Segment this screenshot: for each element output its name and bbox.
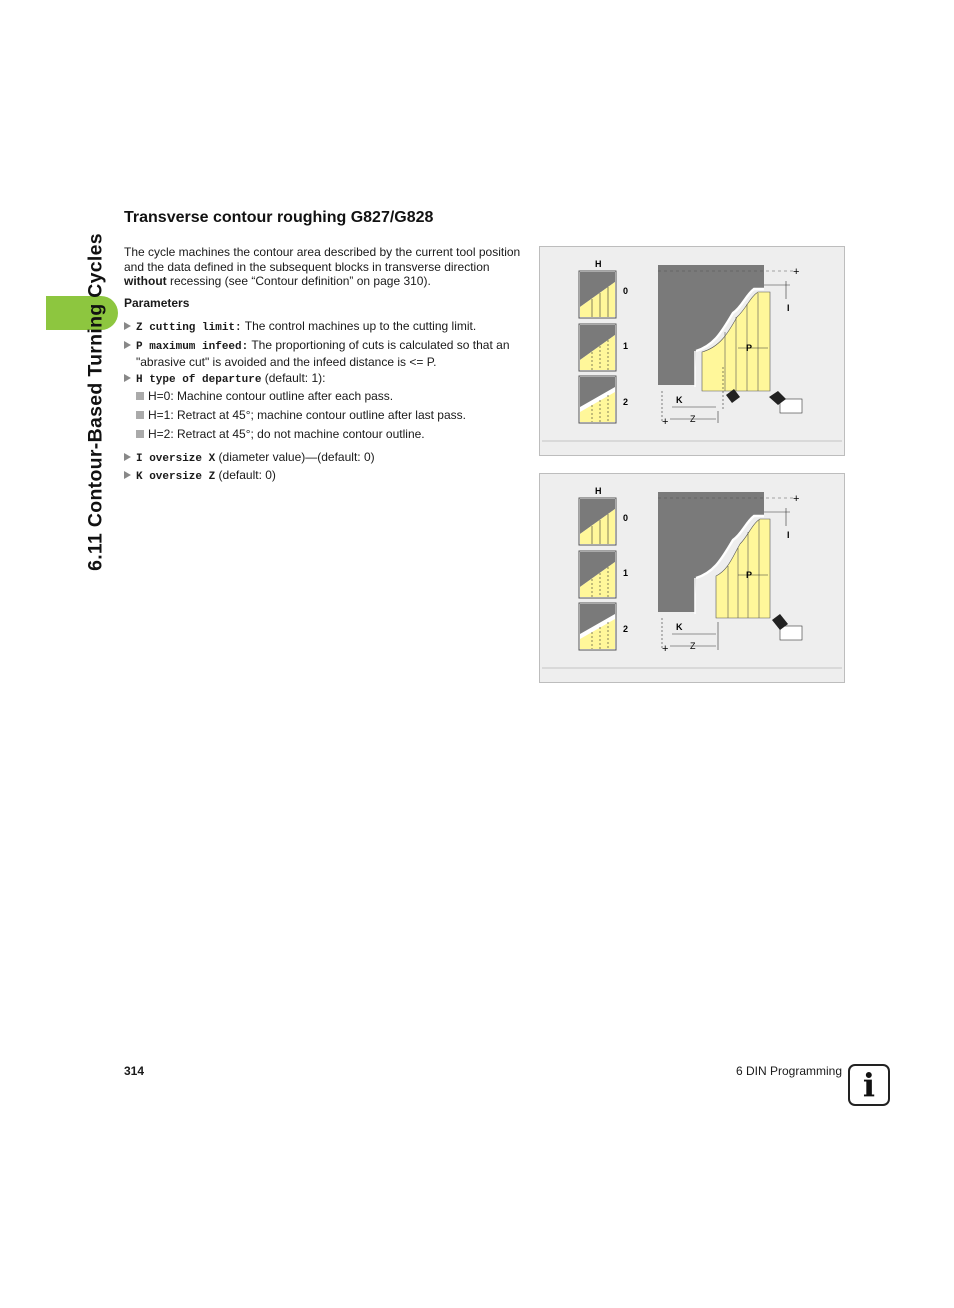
h-option-2: H=2: Retract at 45°; do not machine contour outline. [136,427,425,441]
intro-paragraph: The cycle machines the contour area described by the current tool position and the data defined in the subsequent blocks in transverse direction without recessing (see “Contour definition” on page 310). [124,245,521,288]
label-h0: 0 [623,513,629,523]
section-title: Transverse contour roughing G827/G828 [124,209,434,226]
label-k: K [676,395,683,405]
figure-g828-drawing [540,474,844,682]
label-i: I [787,530,790,540]
param-k: K oversize Z (default: 0) [124,468,524,485]
param-z: Z cutting limit: The control machines up to the cutting limit. [124,319,524,336]
label-h2: 2 [623,397,629,407]
bullet-triangle-icon [124,453,131,461]
label-plus-bottom: + [662,643,669,655]
bullet-square-icon [136,411,144,419]
label-plus-top: + [793,266,800,278]
label-h1: 1 [623,568,629,578]
label-plus-top: + [793,493,800,505]
chapter-title-vertical: 6.11 Contour-Based Turning Cycles [84,233,107,571]
page-number: 314 [124,1064,145,1078]
param-i: I oversize X (diameter value)—(default: 0) [124,450,524,467]
thumbnail-h1 [579,324,616,371]
thumbnail-h1 [579,551,616,598]
label-i: I [787,303,790,313]
label-h2: 2 [623,624,629,634]
thumbnail-h0 [579,498,616,545]
tool-icon [769,391,802,413]
label-h: H [595,259,602,269]
thumbnail-h0 [579,271,616,318]
label-p: P [746,343,753,353]
label-h0: 0 [623,286,629,296]
label-z: Z [690,414,696,424]
thumbnail-h2 [579,376,616,423]
param-p: P maximum infeed: The proportioning of cuts is calculated so that an "abrasive cut" is avoided and the infeed distance is <= P. [124,338,519,369]
figure-g827 [539,246,845,456]
info-icon[interactable]: i [848,1064,890,1106]
parameters-heading: Parameters [124,296,190,310]
bullet-triangle-icon [124,322,131,330]
bullet-triangle-icon [124,471,131,479]
label-h: H [595,486,602,496]
h-option-1: H=1: Retract at 45°; machine contour outline after last pass. [136,408,466,422]
param-h: H type of departure (default: 1): [124,371,524,388]
label-z: Z [690,641,696,651]
footer-chapter: 6 DIN Programming [735,1064,842,1078]
figure-g827-drawing [540,247,844,455]
bullet-square-icon [136,392,144,400]
label-plus-bottom: + [662,416,669,428]
tool-icon [772,614,802,640]
bullet-triangle-icon [124,341,131,349]
figure-g828 [539,473,845,683]
thumbnail-h2 [579,603,616,650]
label-k: K [676,622,683,632]
bullet-square-icon [136,430,144,438]
label-h1: 1 [623,341,629,351]
h-option-0: H=0: Machine contour outline after each pass. [136,389,393,403]
workpiece-main [658,492,770,618]
workpiece-main [658,265,770,391]
label-p: P [746,570,753,580]
bullet-triangle-icon [124,374,131,382]
